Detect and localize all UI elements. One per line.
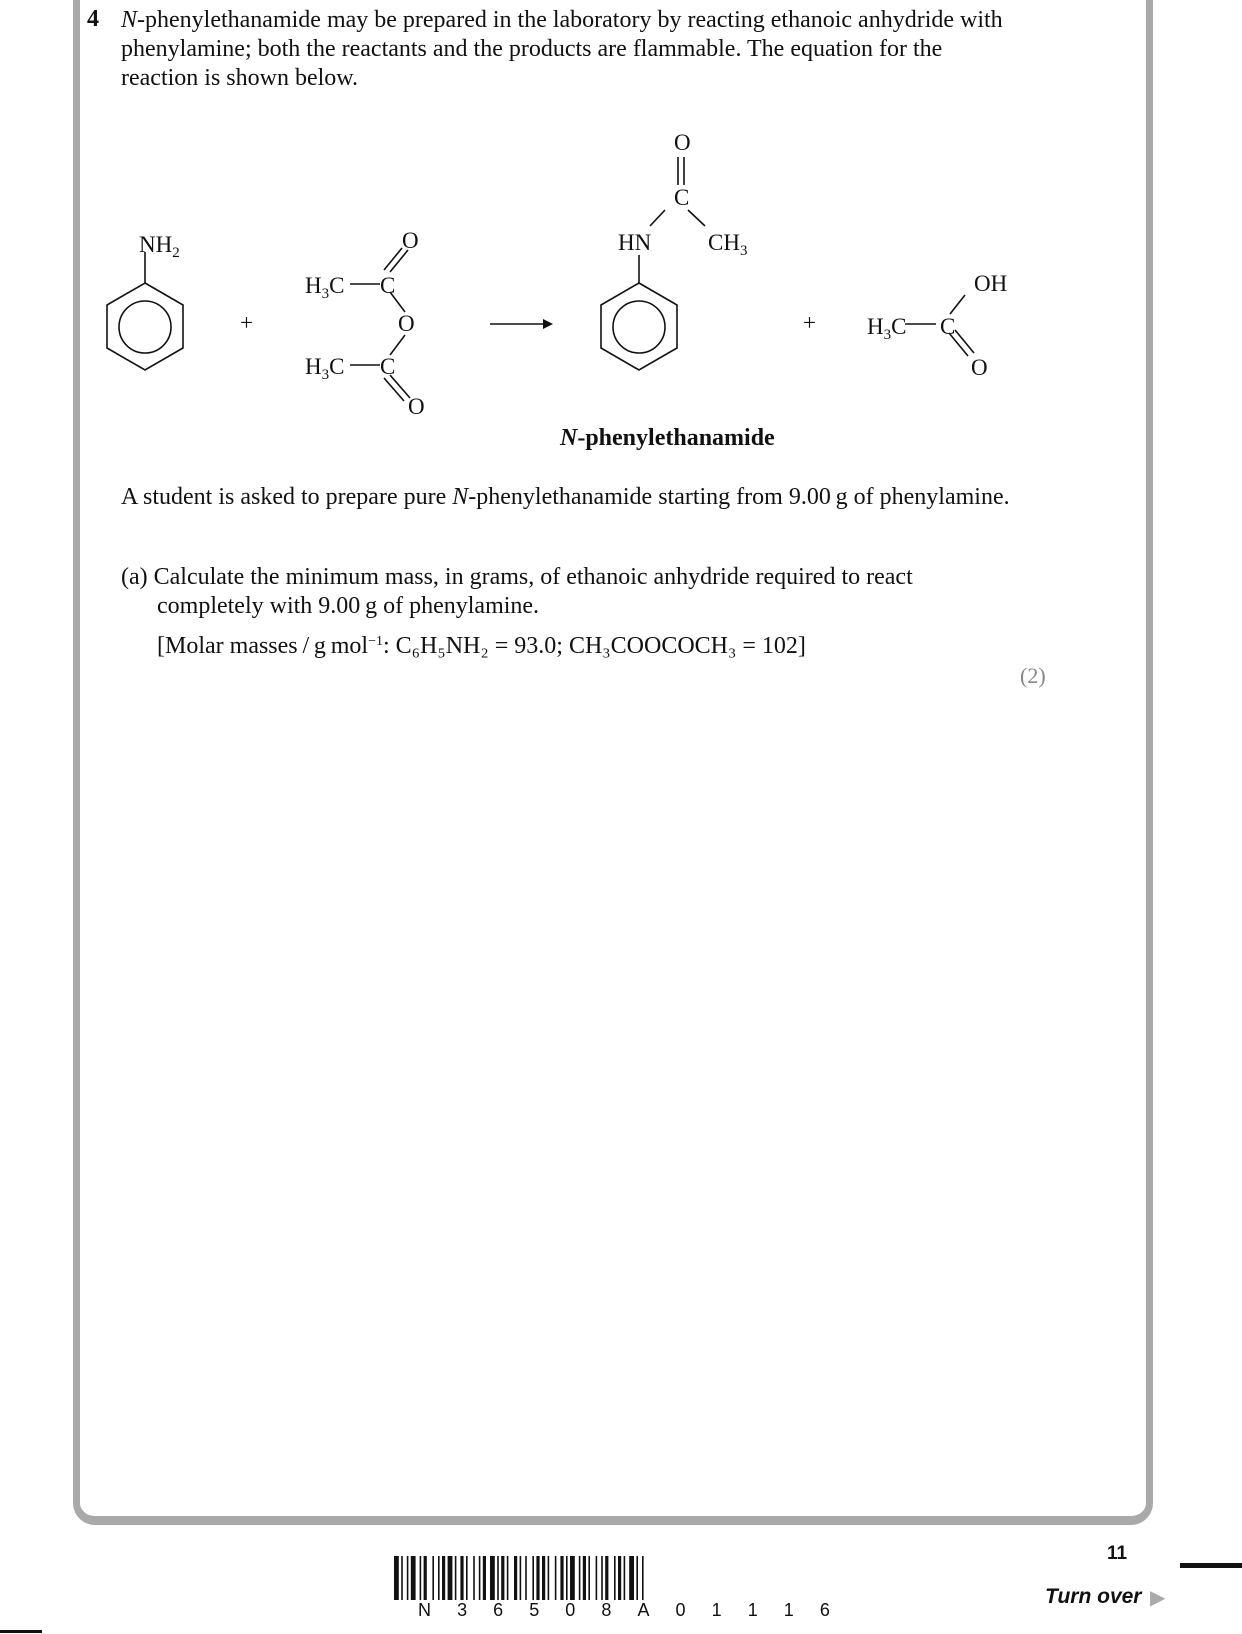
barcode-bar	[501, 1556, 504, 1600]
barcode-char: N	[418, 1600, 431, 1620]
barcode-bar	[420, 1556, 422, 1600]
acid-h3c: $H_3C$	[867, 314, 907, 343]
barcode-char: 0	[675, 1600, 686, 1620]
barcode-bar	[566, 1556, 568, 1600]
arrow-head	[543, 319, 553, 329]
question-number: 4	[87, 6, 99, 32]
barcode-bar	[514, 1556, 517, 1600]
intro-italic: N	[121, 7, 138, 33]
part-a-question-cont: completely with 9.00 g of phenylamine.	[157, 593, 540, 619]
barcode-bar	[394, 1556, 399, 1600]
nh2-label: $NH_2$	[139, 232, 180, 261]
marks-allocation: (2)	[1020, 663, 1046, 688]
barcode-char: 8	[601, 1600, 612, 1620]
aromatic-circle-product	[613, 301, 665, 353]
molar-masses: [Molar masses / g mol$^{-1}$: C₆H₅NH₂ = 93.0; CH₃COOCOCH₃ = 102]	[157, 633, 806, 659]
intro-text: -phenylethanamide may be prepared in the laboratory by reacting ethanoic anhydride with phenylamine; both the reactants and the products are flammable. The equation for the reaction is shown below.	[121, 7, 1003, 91]
reaction-scheme	[0, 100, 1242, 420]
barcode-bar	[596, 1556, 598, 1600]
turn-over-arrow-icon: ▶	[1150, 1585, 1166, 1609]
barcode-bar	[407, 1556, 409, 1600]
barcode-char: 0	[565, 1600, 576, 1620]
barcode	[394, 1556, 854, 1600]
part-a-label: (a)	[121, 564, 148, 590]
barcode-char: 1	[711, 1600, 722, 1620]
barcode-bar	[536, 1556, 539, 1600]
barcode-bar	[483, 1556, 486, 1600]
barcode-bar	[624, 1556, 626, 1600]
anhydride-c-bottom: C	[380, 354, 396, 379]
barcode-bar	[466, 1556, 468, 1600]
product-ch3: $CH_3$	[708, 230, 748, 259]
barcode-bar	[629, 1556, 634, 1600]
edge-marker-left	[0, 1630, 42, 1633]
barcode-bar	[490, 1556, 495, 1600]
barcode-bar	[583, 1556, 586, 1600]
barcode-char: 6	[493, 1600, 504, 1620]
barcode-bar	[525, 1556, 527, 1600]
turn-over-label: Turn over	[1045, 1585, 1142, 1608]
question-intro	[121, 6, 1021, 93]
barcode-bar	[601, 1556, 603, 1600]
anhydride-h3c-bottom: $H_3C$	[305, 354, 345, 383]
barcode-bar	[411, 1556, 416, 1600]
anhydride-c-top: C	[380, 273, 396, 298]
barcode-bar	[438, 1556, 440, 1600]
barcode-bar	[424, 1556, 427, 1600]
barcode-bar	[442, 1556, 445, 1600]
edge-marker	[1180, 1563, 1242, 1568]
student-instruction: A student is asked to prepare pure N-phenylethanamide starting from 9.00 g of phenylamine.	[121, 484, 1010, 510]
barcode-bar	[532, 1556, 534, 1600]
acid-o: O	[971, 355, 988, 380]
barcode-char: 6	[819, 1600, 830, 1620]
barcode-bar	[432, 1556, 434, 1600]
barcode-char: 1	[747, 1600, 758, 1620]
barcode-bar	[588, 1556, 590, 1600]
barcode-bar	[542, 1556, 545, 1600]
acid-c: C	[940, 314, 956, 339]
anhydride-o-mid: O	[398, 311, 415, 336]
barcode-char: 3	[457, 1600, 468, 1620]
barcode-bar	[479, 1556, 481, 1600]
barcode-bar	[507, 1556, 509, 1600]
plus-sign-1: +	[240, 310, 253, 335]
barcode-bar	[618, 1556, 621, 1600]
anhydride-o-bottom: O	[408, 394, 425, 419]
part-a-question: (a) Calculate the minimum mass, in grams, of ethanoic anhydride required to react	[121, 564, 913, 590]
barcode-char: A	[637, 1600, 650, 1620]
product-name: N-phenylethanamide	[560, 425, 775, 451]
barcode-bar	[555, 1556, 557, 1600]
barcode-bar	[560, 1556, 563, 1600]
barcode-bar	[579, 1556, 581, 1600]
page-number: 11	[1107, 1543, 1128, 1564]
anhydride-h3c-top: $H_3C$	[305, 273, 345, 302]
barcode-bar	[520, 1556, 522, 1600]
barcode-bar	[614, 1556, 616, 1600]
barcode-bar	[460, 1556, 463, 1600]
barcode-bar	[605, 1556, 608, 1600]
barcode-text	[394, 1600, 854, 1621]
product-o: O	[674, 130, 691, 155]
barcode-bar	[448, 1556, 453, 1600]
barcode-bar	[497, 1556, 499, 1600]
barcode-bar	[570, 1556, 575, 1600]
barcode-bar	[455, 1556, 457, 1600]
barcode-bar	[473, 1556, 475, 1600]
product-hn: HN	[618, 230, 652, 255]
plus-sign-2: +	[803, 310, 816, 335]
barcode-bar	[548, 1556, 550, 1600]
barcode-char: 5	[529, 1600, 540, 1620]
barcode-bar	[642, 1556, 644, 1600]
product-c: C	[674, 185, 690, 210]
acid-oh: OH	[974, 271, 1008, 296]
aromatic-circle-reactant	[119, 301, 171, 353]
barcode-char: 1	[783, 1600, 794, 1620]
barcode-bar	[636, 1556, 638, 1600]
barcode-bar	[401, 1556, 403, 1600]
anhydride-o-top: O	[402, 228, 419, 253]
